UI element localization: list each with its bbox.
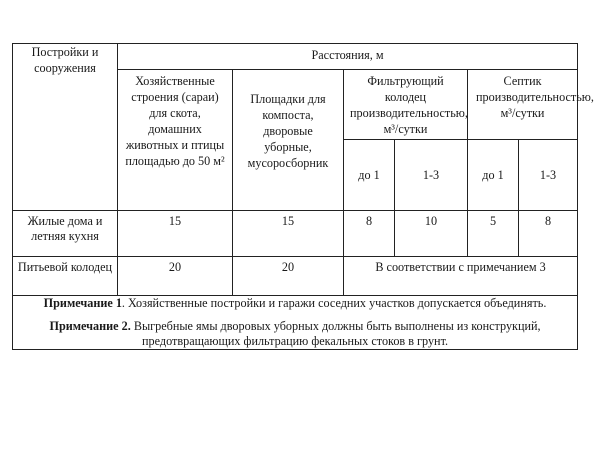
row-header bbox=[13, 257, 118, 296]
note-2-label: Примечание 2. bbox=[49, 319, 131, 333]
table-row bbox=[13, 211, 578, 257]
table-cell: 20 bbox=[118, 257, 233, 296]
corner-header-cell bbox=[13, 44, 118, 211]
corner-header: Постройки и сооружения bbox=[31, 45, 99, 75]
subcol-filter-well-high-label: 1-3 bbox=[422, 167, 440, 182]
table-cell: 15 bbox=[233, 211, 344, 257]
col-filter-well bbox=[344, 70, 468, 140]
document bbox=[12, 43, 594, 350]
table-row bbox=[13, 257, 578, 296]
row-header bbox=[13, 211, 118, 257]
table-cell: 8 bbox=[519, 211, 578, 257]
note-1 bbox=[13, 296, 577, 311]
row-header-label: Жилые дома и летняя кухня bbox=[27, 214, 103, 243]
table-cell: 20 bbox=[233, 257, 344, 296]
col-septic bbox=[468, 70, 594, 140]
note-1-text: . Хозяйственные постройки и гаражи соседних участков допускается объединять. bbox=[121, 296, 547, 310]
col-compost bbox=[233, 70, 344, 211]
row-header-label: Питьевой колодец bbox=[17, 260, 113, 274]
group-header-cell bbox=[118, 44, 578, 70]
table-cell: 10 bbox=[395, 211, 468, 257]
col-farm-buildings-label: Хозяйственные строения (сараи) для скота, домашних животных и птицы площадью до 50 м² bbox=[125, 74, 225, 168]
subcol-septic-low bbox=[468, 140, 519, 211]
notes-cell bbox=[13, 296, 578, 350]
subcol-filter-well-high bbox=[395, 140, 468, 211]
col-compost-label: Площадки для компоста, дворовые уборные, мусоросборник bbox=[247, 92, 329, 170]
note-2-text: Выгребные ямы дворовых уборных должны быть выполнены из конструкций, предотвращающих фильтрацию фекальных стоков в грунт. bbox=[130, 319, 541, 348]
col-septic-label: Септик производительностью, м³/сутки bbox=[476, 74, 594, 120]
subcol-septic-high-label: 1-3 bbox=[539, 167, 557, 182]
subcol-septic-high bbox=[519, 140, 578, 211]
distance-table bbox=[12, 43, 594, 350]
merged-note-cell: В соответствии с примечанием 3 bbox=[344, 257, 578, 296]
table-cell: 8 bbox=[344, 211, 395, 257]
group-header: Расстояния, м bbox=[311, 48, 384, 62]
note-2 bbox=[13, 319, 577, 349]
subcol-filter-well-low-label: до 1 bbox=[358, 167, 380, 182]
col-farm-buildings bbox=[118, 70, 233, 211]
subcol-septic-low-label: до 1 bbox=[482, 167, 504, 182]
subcol-filter-well-low bbox=[344, 140, 395, 211]
table-cell: 15 bbox=[118, 211, 233, 257]
note-1-label: Примечание 1 bbox=[43, 296, 122, 310]
col-filter-well-label: Фильтрующий колодец производительностью, м³/сутки bbox=[350, 74, 468, 136]
table-cell: 5 bbox=[468, 211, 519, 257]
